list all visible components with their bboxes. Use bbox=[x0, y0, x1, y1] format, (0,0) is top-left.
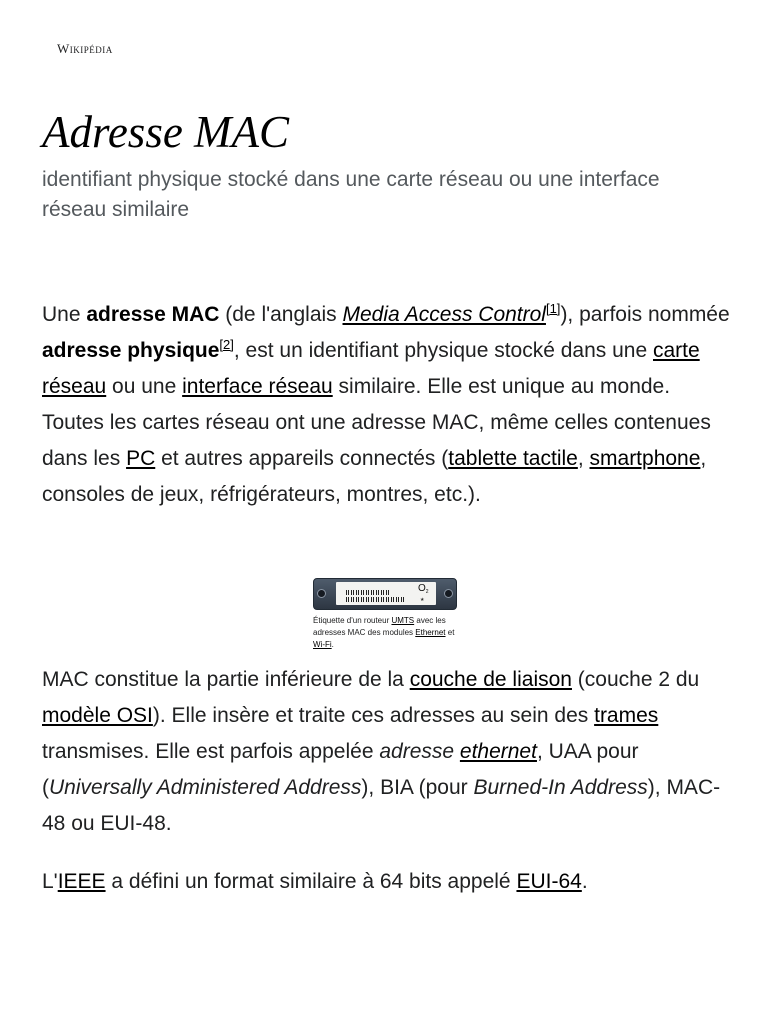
screw-icon bbox=[317, 589, 326, 598]
figure-caption bbox=[313, 615, 457, 651]
text: , est un identifiant physique stocké dans une bbox=[233, 339, 653, 362]
reference-2[interactable] bbox=[219, 337, 233, 352]
page-subtitle: identifiant physique stocké dans une carte réseau ou une interface réseau similaire bbox=[42, 168, 660, 221]
text: et autres appareils connectés ( bbox=[155, 447, 449, 470]
link-umts[interactable]: UMTS bbox=[391, 616, 415, 625]
text: L' bbox=[42, 870, 58, 893]
text: similaire. Elle est unique au monde. Toutes les cartes réseau ont une adresse MAC, même celles contenues dans les bbox=[42, 375, 711, 470]
link-wifi[interactable]: Wi-Fi bbox=[313, 640, 332, 649]
text: , consoles de jeux, réfrigérateurs, montres, etc.). bbox=[42, 447, 707, 506]
text: Une bbox=[42, 303, 87, 326]
link-eui-64[interactable]: EUI-64 bbox=[516, 870, 582, 893]
link-smartphone[interactable]: smartphone bbox=[589, 447, 701, 470]
wikipedia-wordmark[interactable]: Wikipédia bbox=[57, 41, 113, 56]
certification-mark-icon: ★ bbox=[420, 597, 425, 603]
link-trames[interactable]: trames bbox=[594, 704, 659, 727]
link-tablette-tactile[interactable]: tablette tactile bbox=[448, 447, 578, 470]
bold-term: adresse physique bbox=[42, 339, 220, 362]
italic-term: Burned-In Address bbox=[473, 776, 648, 799]
text: ), parfois nommée bbox=[560, 303, 730, 326]
bold-term: adresse MAC bbox=[86, 303, 220, 326]
barcode-icon bbox=[346, 590, 390, 595]
text: a défini un format similaire à 64 bits appelé bbox=[105, 870, 517, 893]
o2-logo: $O_2$ bbox=[418, 583, 429, 595]
ieee-paragraph bbox=[42, 864, 732, 900]
italic-term: Universally Administered Address bbox=[49, 776, 362, 799]
text: ou une bbox=[106, 375, 183, 398]
text: avec les adresses MAC des modules bbox=[313, 616, 446, 637]
text: (de l'anglais bbox=[219, 303, 343, 326]
page-title: Adresse MAC bbox=[42, 107, 290, 157]
link-ethernet[interactable]: ethernet bbox=[459, 740, 537, 763]
text: ), BIA (pour bbox=[361, 776, 474, 799]
reference-link[interactable]: [2] bbox=[219, 337, 234, 352]
screw-icon bbox=[444, 589, 453, 598]
link-carte-reseau[interactable]: carte réseau bbox=[42, 339, 700, 398]
text: MAC constitue la partie inférieure de la bbox=[42, 668, 410, 691]
text: . bbox=[331, 640, 334, 649]
text: ), MAC-48 ou EUI-48. bbox=[42, 776, 721, 835]
router-label-image[interactable] bbox=[313, 578, 457, 610]
text: transmises. Elle est parfois appelée bbox=[42, 740, 380, 763]
link-modele-osi[interactable]: modèle OSI bbox=[42, 704, 153, 727]
link-ethernet-caption[interactable]: Ethernet bbox=[415, 628, 446, 637]
reference-1[interactable] bbox=[546, 301, 560, 316]
link-ieee[interactable]: IEEE bbox=[57, 870, 106, 893]
reference-link[interactable]: [1] bbox=[545, 301, 561, 316]
intro-paragraph bbox=[42, 297, 732, 513]
italic-term: adresse bbox=[379, 740, 460, 763]
link-interface-reseau[interactable]: interface réseau bbox=[182, 375, 333, 398]
text: , UAA pour ( bbox=[42, 740, 639, 799]
barcode-icon bbox=[346, 597, 406, 602]
text: . bbox=[581, 870, 588, 893]
link-couche-de-liaison[interactable]: couche de liaison bbox=[409, 668, 572, 691]
text: ). Elle insère et traite ces adresses au sein des bbox=[152, 704, 595, 727]
router-figure bbox=[313, 578, 457, 651]
mac-address-sticker bbox=[336, 582, 436, 605]
link-media-access-control[interactable]: Media Access Control bbox=[342, 303, 546, 326]
text: et bbox=[445, 628, 455, 637]
mac-layer-paragraph bbox=[42, 662, 732, 842]
text: , bbox=[577, 447, 590, 470]
text: (couche 2 du bbox=[571, 668, 700, 691]
link-pc[interactable]: PC bbox=[126, 447, 156, 470]
text: Étiquette d'un routeur bbox=[313, 616, 392, 625]
